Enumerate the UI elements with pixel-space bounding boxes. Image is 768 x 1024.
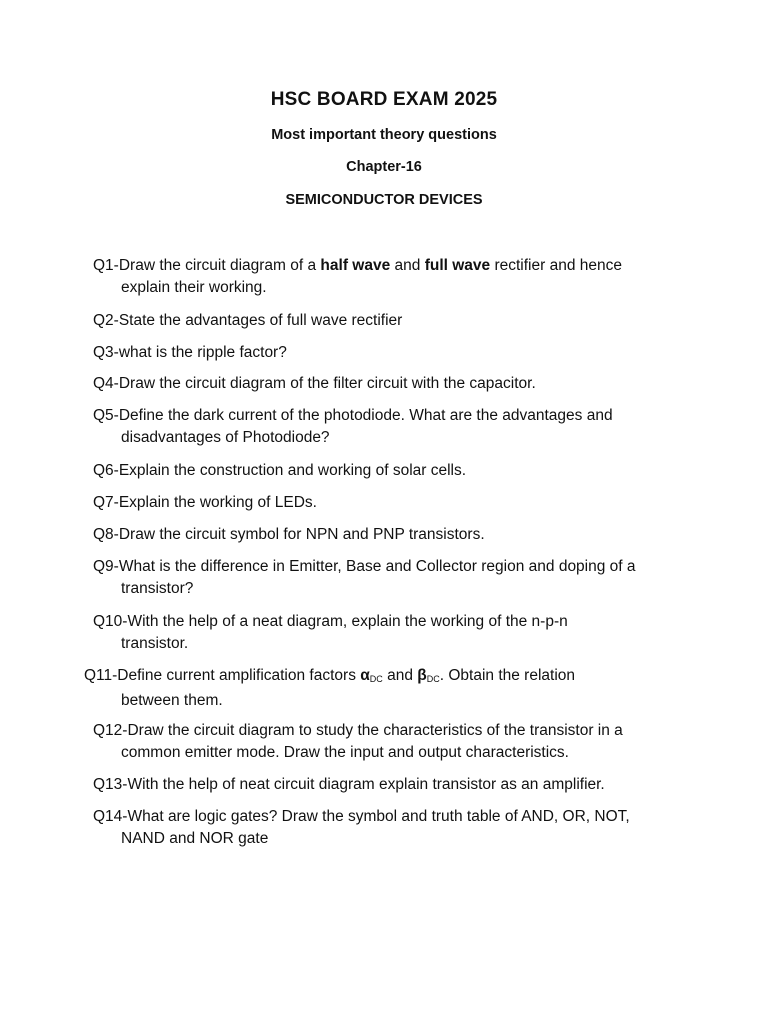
question-13: Q13-With the help of neat circuit diagram explain transistor as an amplifier. bbox=[93, 776, 605, 793]
question-1-line-2: explain their working. bbox=[121, 279, 267, 296]
question-5 bbox=[93, 405, 613, 449]
question-1-text: Q1-Draw the circuit diagram of a bbox=[93, 257, 321, 274]
question-10 bbox=[93, 611, 568, 655]
question-9-line-1: Q9-What is the difference in Emitter, Base and Collector region and doping of a bbox=[93, 558, 636, 575]
question-6: Q6-Explain the construction and working of solar cells. bbox=[93, 462, 467, 479]
question-5-line-2: disadvantages of Photodiode? bbox=[121, 429, 330, 446]
question-7: Q7-Explain the working of LEDs. bbox=[93, 494, 317, 511]
question-3: Q3-what is the ripple factor? bbox=[93, 344, 287, 361]
beta-symbol: β bbox=[417, 667, 427, 684]
question-9-line-2: transistor? bbox=[121, 580, 194, 597]
beta-subscript: DC bbox=[426, 674, 440, 684]
document-title: HSC BOARD EXAM 2025 bbox=[270, 89, 498, 110]
question-14-line-2: NAND and NOR gate bbox=[121, 830, 269, 847]
document-subtitle: Most important theory questions bbox=[271, 127, 497, 143]
alpha-symbol: α bbox=[360, 667, 370, 684]
question-11-line-2: between them. bbox=[121, 692, 223, 709]
chapter-label: Chapter-16 bbox=[346, 159, 422, 175]
question-4: Q4-Draw the circuit diagram of the filter circuit with the capacitor. bbox=[93, 375, 536, 392]
question-11-text-end: . Obtain the relation bbox=[439, 667, 576, 684]
question-5-line-1: Q5-Define the dark current of the photodiode. What are the advantages and bbox=[93, 407, 613, 424]
question-11 bbox=[84, 665, 575, 712]
question-12-line-1: Q12-Draw the circuit diagram to study the characteristics of the transistor in a bbox=[93, 722, 623, 739]
question-12 bbox=[93, 720, 623, 764]
question-10-line-1: Q10-With the help of a neat diagram, explain the working of the n-p-n bbox=[93, 613, 568, 630]
question-8: Q8-Draw the circuit symbol for NPN and PNP transistors. bbox=[93, 526, 485, 543]
question-1-bold-full-wave: full wave bbox=[424, 257, 491, 274]
question-10-line-2: transistor. bbox=[121, 635, 189, 652]
question-14-line-1: Q14-What are logic gates? Draw the symbol and truth table of AND, OR, NOT, bbox=[93, 808, 630, 825]
question-12-line-2: common emitter mode. Draw the input and output characteristics. bbox=[121, 744, 569, 761]
topic-heading: SEMICONDUCTOR DEVICES bbox=[285, 192, 483, 208]
question-1-text-and: and bbox=[390, 257, 425, 274]
question-1 bbox=[93, 255, 622, 299]
alpha-subscript: DC bbox=[369, 674, 383, 684]
question-14 bbox=[93, 806, 630, 850]
question-1-bold-half-wave: half wave bbox=[320, 257, 391, 274]
question-1-text-end: rectifier and hence bbox=[490, 257, 622, 274]
question-9 bbox=[93, 556, 636, 600]
question-2: Q2-State the advantages of full wave rectifier bbox=[93, 312, 403, 329]
question-11-text-and: and bbox=[382, 667, 418, 684]
question-11-text: Q11-Define current amplification factors bbox=[84, 667, 361, 684]
